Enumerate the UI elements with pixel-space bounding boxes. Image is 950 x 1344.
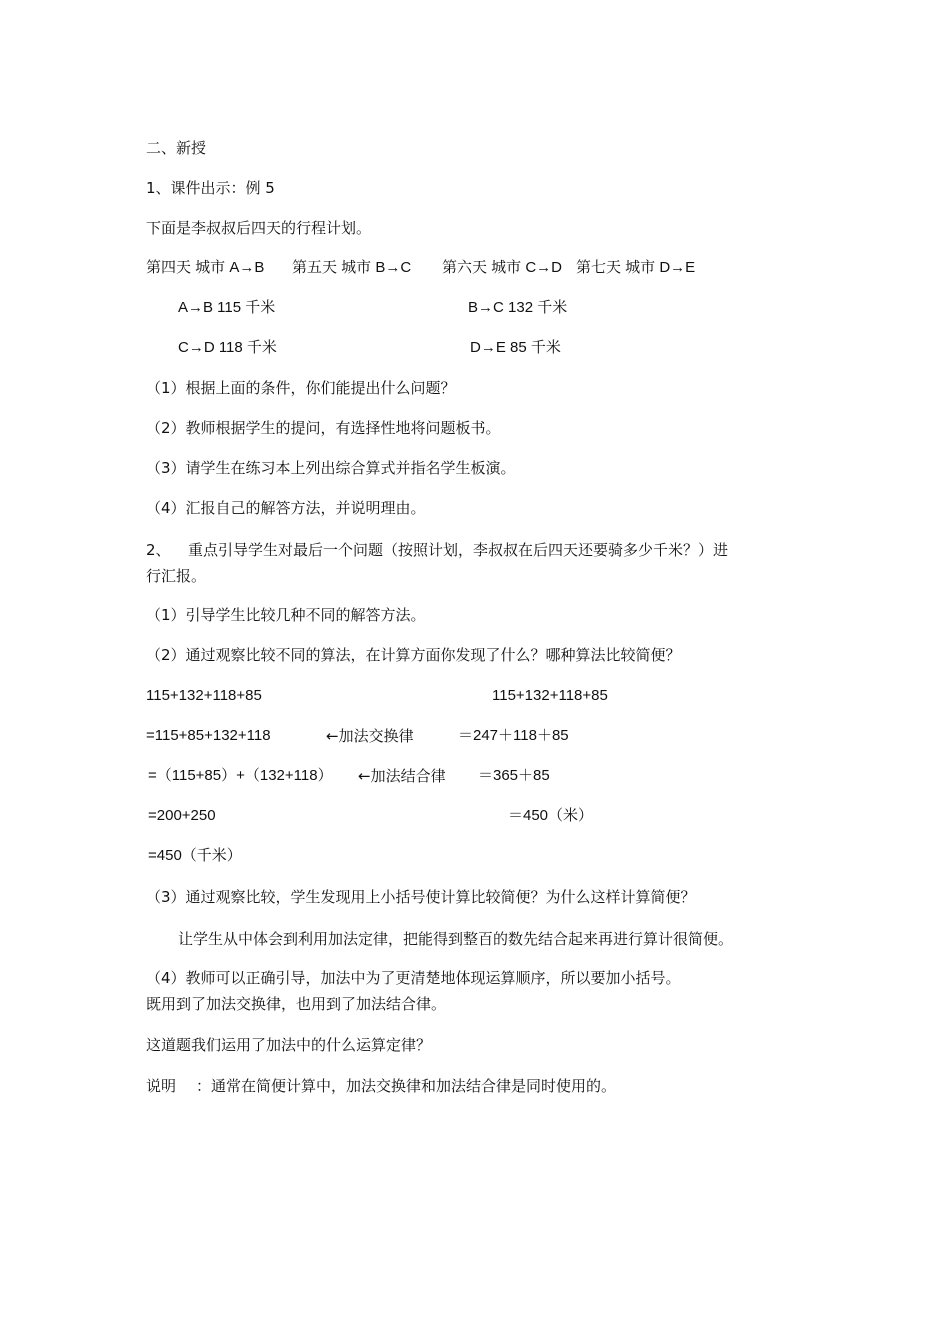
left-calc-1: 115+132+118+85 [146, 687, 262, 704]
right-calc-4: ＝450（米） [508, 807, 594, 824]
item2-step-1: （1）引导学生比较几种不同的解答方法。 [146, 606, 426, 624]
day-4: 第四天 城市 A→B [146, 259, 265, 276]
distance-de: D→E 85 千米 [470, 339, 561, 356]
item2-step-3: （3）通过观察比较，学生发现用上小括号使计算比较简便？为什么这样计算简便？ [146, 888, 696, 906]
item2-line-2: 行汇报。 [146, 567, 207, 585]
section-heading: 二、新授 [146, 139, 207, 157]
day-5: 第五天 城市 B→C [292, 259, 412, 276]
right-calc-1: 115+132+118+85 [492, 687, 608, 704]
day-6: 第六天 城市 C→D [442, 259, 563, 276]
item2-number: 2、 [146, 541, 171, 559]
left-calc-5: =450（千米） [148, 847, 242, 864]
item1-step-4: （4）汇报自己的解答方法，并说明理由。 [146, 499, 426, 517]
item2-step-2: （2）通过观察比较不同的算法，在计算方面你发现了什么？哪种算法比较简便？ [146, 646, 681, 664]
item1-step-2: （2）教师根据学生的提问，有选择性地将问题板书。 [146, 419, 501, 437]
item1-title: 1、课件出示：例 5 [146, 179, 275, 197]
note-text: ：通常在简便计算中，加法交换律和加法结合律是同时使用的。 [196, 1077, 617, 1095]
right-calc-3: ＝365＋85 [478, 767, 550, 784]
item1-step-1: （1）根据上面的条件，你们能提出什么问题？ [146, 379, 456, 397]
item2-step-4-line-1: （4）教师可以正确引导，加法中为了更清楚地体现运算顺序，所以要加小括号。 [146, 969, 681, 987]
left-calc-2: =115+85+132+118 [146, 727, 271, 744]
item2-question: 这道题我们运用了加法中的什么运算定律？ [146, 1036, 432, 1054]
note-label: 说明 [146, 1077, 177, 1095]
item1-intro: 下面是李叔叔后四天的行程计划。 [146, 219, 372, 237]
left-calc-3: =（115+85）+（132+118） [148, 767, 333, 784]
item2-line-1: 重点引导学生对最后一个问题（按照计划，李叔叔在后四天还要骑多少千米？）进 [188, 541, 729, 559]
left-calc-4: =200+250 [148, 807, 216, 824]
distance-bc: B→C 132 千米 [468, 299, 568, 316]
item2-explain: 让学生从中体会到利用加法定律，把能得到整百的数先结合起来再进行算计很简便。 [178, 930, 734, 948]
left-note-commutative: ←加法交换律 [326, 727, 414, 745]
right-calc-2: ＝247＋118＋85 [458, 727, 569, 744]
item1-step-3: （3）请学生在练习本上列出综合算式并指名学生板演。 [146, 459, 516, 477]
distance-cd: C→D 118 千米 [178, 339, 277, 356]
left-note-associative: ←加法结合律 [358, 767, 446, 785]
item2-step-4-line-2: 既用到了加法交换律，也用到了加法结合律。 [146, 995, 447, 1013]
day-7: 第七天 城市 D→E [576, 259, 696, 276]
distance-ab: A→B 115 千米 [178, 299, 276, 316]
